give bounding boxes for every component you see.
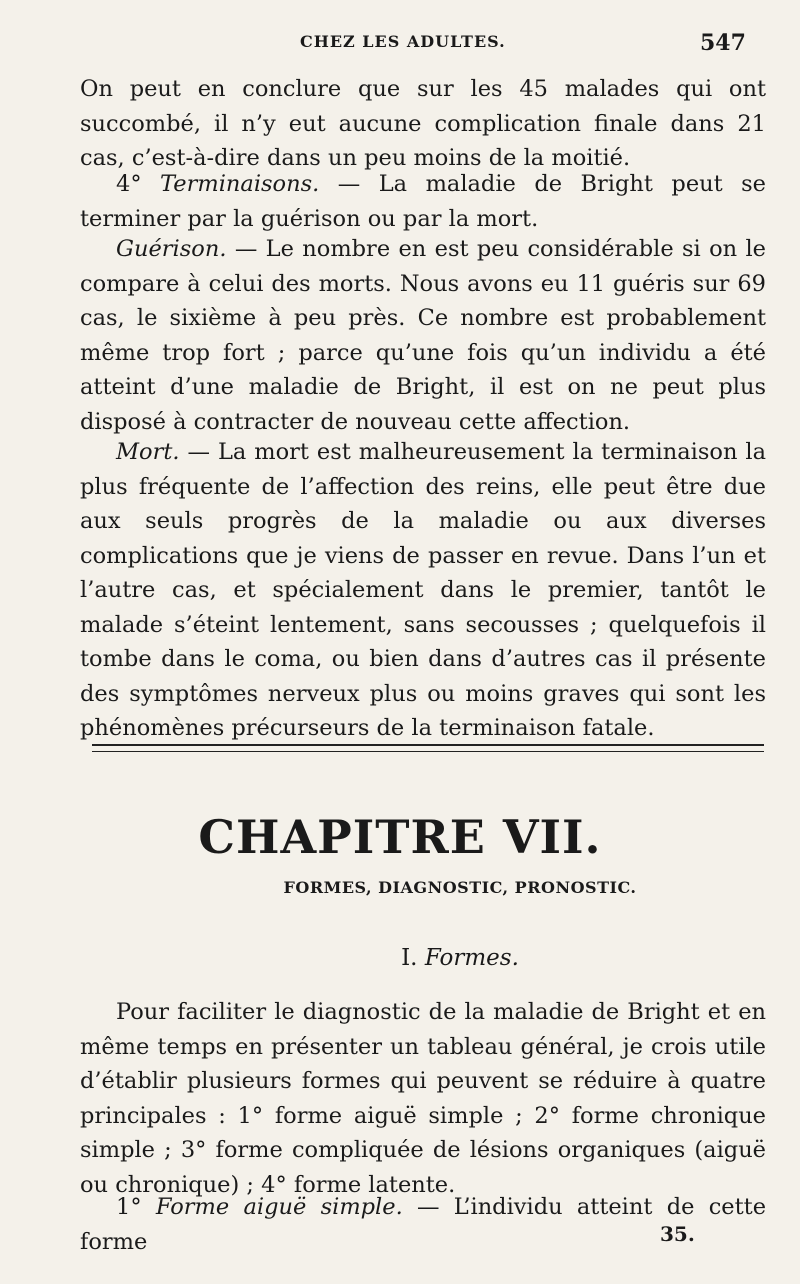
section-number: I.	[401, 945, 425, 971]
section-title: Formes.	[424, 945, 519, 971]
paragraph-terminaisons	[80, 167, 766, 236]
chapter-title: CHAPITRE VII.	[198, 810, 602, 864]
chapter-subtitle: FORMES, DIAGNOSTIC, PRONOSTIC.	[283, 878, 637, 897]
paragraph-title: Guérison.	[116, 236, 227, 262]
paragraph-text: — La maladie de Bright peut se terminer par la guérison ou par la mort.	[80, 171, 767, 232]
paragraph-text: On peut en conclure que sur les 45 malades qui ont succombé, il n’y eut aucune complication finale dans 21 cas, c’est-à-dire dans un peu moins de la moitié.	[80, 76, 766, 171]
paragraph-title: Terminaisons.	[160, 171, 320, 197]
paragraph-title: Forme aiguë simple.	[155, 1194, 403, 1220]
paragraph-text: — La mort est malheureusement la terminaison la plus fréquente de l’affection des reins, elle peut être due aux seuls progrès de la maladie ou aux diverses complications que je viens de passer en revue. Dans l’un et l’autre cas, et spécialement dans le premier, tantôt le malade s’éteint lentement, sans secousses ; quelquefois il tombe dans le coma, ou bien dans d’autres cas il présente des symptômes nerveux plus ou moins graves qui sont les phénomènes précurseurs de la terminaison fatale.	[80, 439, 766, 741]
chapter-divider	[92, 744, 764, 752]
paragraph-label: 4°	[116, 171, 161, 197]
paragraph-text: — L’individu atteint de cette forme	[80, 1194, 767, 1255]
signature-mark: 35.	[660, 1222, 695, 1246]
paragraph-text: — Le nombre en est peu considérable si on le compare à celui des morts. Nous avons eu 11 guéris sur 69 cas, le sixième à peu près. Ce nombre est probablement même trop fort ; parce qu’une fois qu’un individu a été atteint d’une maladie de Bright, il est on ne peut plus disposé à contracter de nouveau cette affection.	[80, 236, 766, 435]
paragraph-mort	[80, 435, 766, 746]
section-heading	[60, 945, 800, 971]
running-head	[0, 30, 800, 60]
paragraph-formes	[80, 995, 766, 1202]
paragraph-title: Mort.	[116, 439, 180, 465]
paragraph-guerison	[80, 232, 766, 439]
paragraph-text: Pour faciliter le diagnostic de la maladie de Bright et en même temps en présenter un tableau général, je crois utile d’établir plusieurs formes qui peuvent se réduire à quatre principales : 1° forme aiguë simple ; 2° forme chronique simple ; 3° forme compliquée de lésions organiques (aiguë ou chronique) ; 4° forme latente.	[80, 999, 766, 1198]
page-number: 547	[700, 30, 746, 56]
paragraph-conclusion	[80, 72, 766, 176]
running-head-title: CHEZ LES ADULTES.	[300, 32, 506, 51]
paragraph-label: 1°	[116, 1194, 156, 1220]
